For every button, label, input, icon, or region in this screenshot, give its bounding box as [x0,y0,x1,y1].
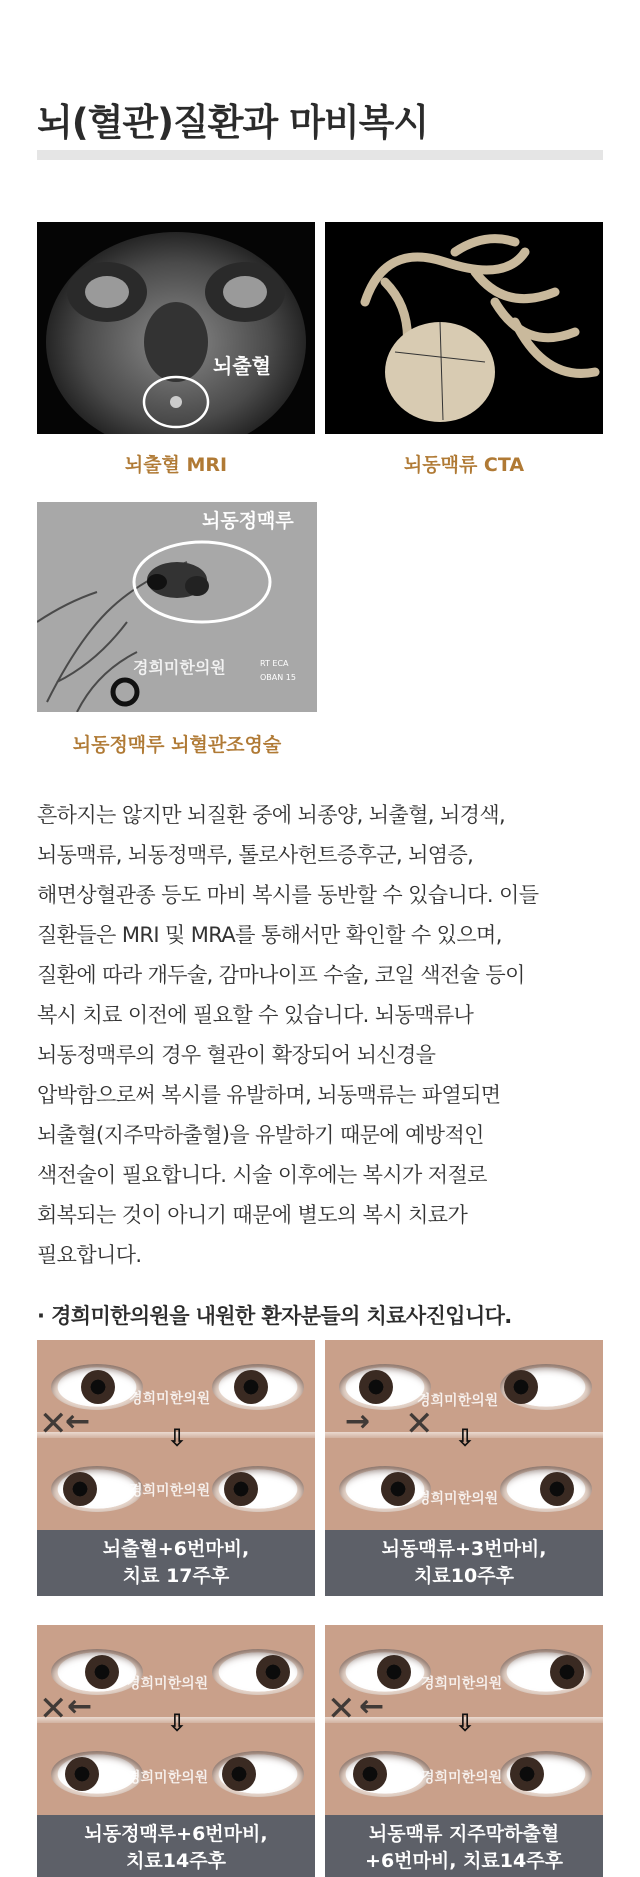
arrow-left-icon: ← [359,1689,385,1724]
angiography-label: 뇌동정맥루 [202,510,294,532]
case-caption [37,1530,315,1596]
body-line: 질환들은 MRI 및 MRA를 통해서만 확인할 수 있으며, [37,923,502,947]
case-caption-line: 뇌출혈+6번마비, [102,1538,250,1560]
cases-heading: · 경희미한의원을 내원한 환자분들의 치료사진입니다. [37,1304,512,1328]
eye-icon [500,1649,592,1695]
page-title: 뇌(혈관)질환과 마비복시 [37,101,429,144]
x-mark-icon: ✕ [39,1689,68,1729]
eye-icon [500,1466,592,1512]
mri-caption: 뇌출혈 MRI [124,454,228,476]
x-mark-icon: ✕ [39,1404,68,1444]
x-mark-icon: ✕ [327,1689,356,1729]
arrow-right-icon: → [345,1404,371,1439]
x-mark-icon: ✕ [405,1404,434,1444]
case-caption-line: 치료10주후 [414,1565,514,1587]
angiography-small-text: RT ECA OBAN 15 [260,659,296,682]
case-card [325,1625,603,1877]
body-line: 질환에 따라 개두술, 감마나이프 수술, 코일 색전술 등이 [37,963,525,987]
case-caption-line: 뇌동맥류+3번마비, [381,1538,547,1560]
case-card [325,1340,603,1596]
eye-icon [339,1751,431,1797]
mri-brain-image [37,222,315,434]
photo-watermark: 경희미한의원 [127,1770,209,1786]
case-caption-line: 치료 17주후 [122,1565,230,1587]
eye-photo [325,1340,603,1530]
cta-aneurysm-image [325,222,603,434]
case-caption-line: +6번마비, 치료14주후 [365,1850,563,1872]
eye-photo [37,1340,315,1530]
body-line: 흔하지는 않지만 뇌질환 중에 뇌종양, 뇌출혈, 뇌경색, [37,803,506,827]
eye-icon [212,1364,304,1410]
eye-icon [500,1751,592,1797]
angiography-image [37,502,317,712]
cta-caption: 뇌동맥류 CTA [403,454,525,476]
mri-label: 뇌출혈 [213,354,271,378]
arrow-left-icon: ← [65,1404,91,1439]
angiography-watermark: 경희미한의원 [133,658,226,677]
eye-icon [212,1466,304,1512]
case-caption [325,1530,603,1596]
eye-icon [212,1649,304,1695]
case-caption-line: 뇌동맥류 지주막하출혈 [368,1823,560,1845]
photo-watermark: 경희미한의원 [127,1676,209,1692]
case-caption [37,1815,315,1877]
photo-watermark: 경희미한의원 [421,1676,503,1692]
case-card [37,1340,315,1596]
body-line: 색전술이 필요합니다. 시술 이후에는 복시가 저절로 [37,1163,487,1187]
cta-aneurysm-graphic [325,222,603,434]
body-paragraph [37,795,607,1275]
body-line: 해면상혈관종 등도 마비 복시를 동반할 수 있습니다. 이들 [37,883,539,907]
body-line: 압박함으로써 복시를 유발하며, 뇌동맥류는 파열되면 [37,1083,501,1107]
case-caption-line: 치료14주후 [126,1850,226,1872]
body-line: 필요합니다. [37,1243,142,1267]
photo-watermark: 경희미한의원 [417,1393,499,1409]
mri-brain-graphic [37,222,315,434]
case-caption [325,1815,603,1877]
photo-watermark: 경희미한의원 [129,1391,211,1407]
eye-icon [212,1751,304,1797]
eye-row-after [325,1442,603,1530]
photo-watermark: 경희미한의원 [129,1483,211,1499]
eye-icon [500,1364,592,1410]
arrow-down-icon: ⇩ [166,1424,188,1452]
body-line: 뇌동정맥루의 경우 혈관이 확장되어 뇌신경을 [37,1043,436,1067]
body-line: 뇌출혈(지주막하출혈)을 유발하기 때문에 예방적인 [37,1123,484,1147]
body-line: 회복되는 것이 아니기 때문에 별도의 복시 치료가 [37,1203,468,1227]
angiography-caption: 뇌동정맥루 뇌혈관조영술 [72,734,282,756]
title-underline [37,150,603,160]
eye-photo [325,1625,603,1815]
eye-photo [37,1625,315,1815]
arrow-down-icon: ⇩ [166,1709,188,1737]
photo-watermark: 경희미한의원 [417,1491,499,1507]
case-caption-line: 뇌동정맥루+6번마비, [84,1823,268,1845]
body-line: 복시 치료 이전에 필요할 수 있습니다. 뇌동맥류나 [37,1003,474,1027]
photo-watermark: 경희미한의원 [421,1770,503,1786]
arrow-left-icon: ← [67,1689,93,1724]
arrow-down-icon: ⇩ [454,1424,476,1452]
arrow-down-icon: ⇩ [454,1709,476,1737]
body-line: 뇌동맥류, 뇌동정맥루, 톨로사헌트증후군, 뇌염증, [37,843,474,867]
case-card [37,1625,315,1877]
